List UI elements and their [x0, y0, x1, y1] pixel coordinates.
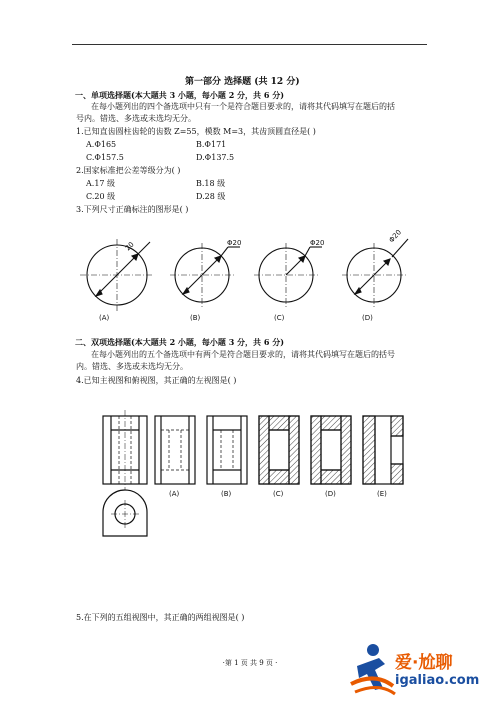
q4-option-a-view — [155, 416, 195, 484]
q3-figures — [70, 225, 440, 325]
q3-figure-c — [254, 243, 322, 307]
q3-label-d: (D) — [362, 314, 373, 322]
q1-option-a: A.Φ165 — [86, 140, 117, 149]
q2-stem: 2.国家标准把公差等级分为( ) — [76, 166, 181, 175]
q3-dim-a: 20 — [123, 240, 136, 253]
q4-label-e: (E) — [377, 490, 387, 498]
q3-dim-d: Φ20 — [387, 228, 404, 245]
q3-label-b: (B) — [190, 314, 201, 322]
q2-option-c: C.20 级 — [86, 192, 116, 201]
q2-option-a: A.17 级 — [86, 179, 116, 188]
q4-front-view — [103, 410, 147, 490]
q4-option-b-view — [207, 416, 247, 484]
q3-stem: 3.下列尺寸正确标注的图形是( ) — [76, 205, 189, 214]
q4-label-d: (D) — [325, 490, 336, 498]
q4-stem: 4.已知主视图和俯视图，其正确的左视图是( ) — [76, 376, 237, 385]
q4-option-e-view — [363, 416, 403, 484]
q4-option-c-view — [259, 416, 299, 484]
q2-option-b: B.18 级 — [196, 179, 226, 188]
q3-dim-c: Φ20 — [310, 239, 325, 247]
q3-figure-a — [80, 239, 154, 311]
section2-heading: 二、双项选择题(本大题共 2 小题，每小题 3 分，共 6 分) — [75, 337, 284, 347]
q3-figure-d — [342, 239, 408, 307]
q1-stem: 1.已知直齿圆柱齿轮的齿数 Z=55，模数 M=3，其齿顶圆直径是( ) — [76, 127, 316, 136]
q1-option-b: B.Φ171 — [196, 140, 227, 149]
q1-option-d: D.Φ137.5 — [196, 153, 235, 162]
q4-label-c: (C) — [273, 490, 284, 498]
section2-instructions-line1: 在每小题列出的五个备选项中有两个是符合题目要求的，请将其代码填写在题后的括号 — [91, 350, 395, 359]
section1-heading: 一、单项选择题(本大题共 3 小题，每小题 2 分，共 6 分) — [75, 90, 284, 100]
q5-stem: 5.在下列的五组视图中，其正确的两组视图是( ) — [76, 613, 245, 622]
section1-instructions-line1: 在每小题列出的四个备选项中只有一个是符合题目要求的，请将其代码填写在题后的括 — [91, 102, 395, 111]
q3-label-a: (A) — [99, 314, 110, 322]
q4-option-d-view — [311, 416, 351, 484]
q1-option-c: C.Φ157.5 — [86, 153, 124, 162]
header-rule — [72, 44, 427, 45]
q3-dim-b: Φ20 — [227, 239, 242, 247]
q4-top-view — [103, 490, 147, 536]
part-title: 第一部分 选择题 (共 12 分) — [185, 77, 300, 87]
q4-label-b: (B) — [221, 490, 232, 498]
page-footer: ·第 1 页 共 9 页 · — [222, 659, 278, 667]
watermark-url: igaliao.com — [395, 673, 480, 688]
section1-instructions-line2: 号内。错选、多选或未选均无分。 — [76, 114, 196, 123]
q4-figures — [95, 408, 425, 558]
q3-figure-b — [170, 243, 240, 307]
q2-option-d: D.28 级 — [196, 192, 226, 201]
q4-label-a: (A) — [169, 490, 180, 498]
watermark-brand: 爱·尬聊 — [395, 653, 453, 673]
q3-label-c: (C) — [274, 314, 285, 322]
section2-instructions-line2: 内。错选、多选或未选均无分。 — [76, 362, 188, 371]
